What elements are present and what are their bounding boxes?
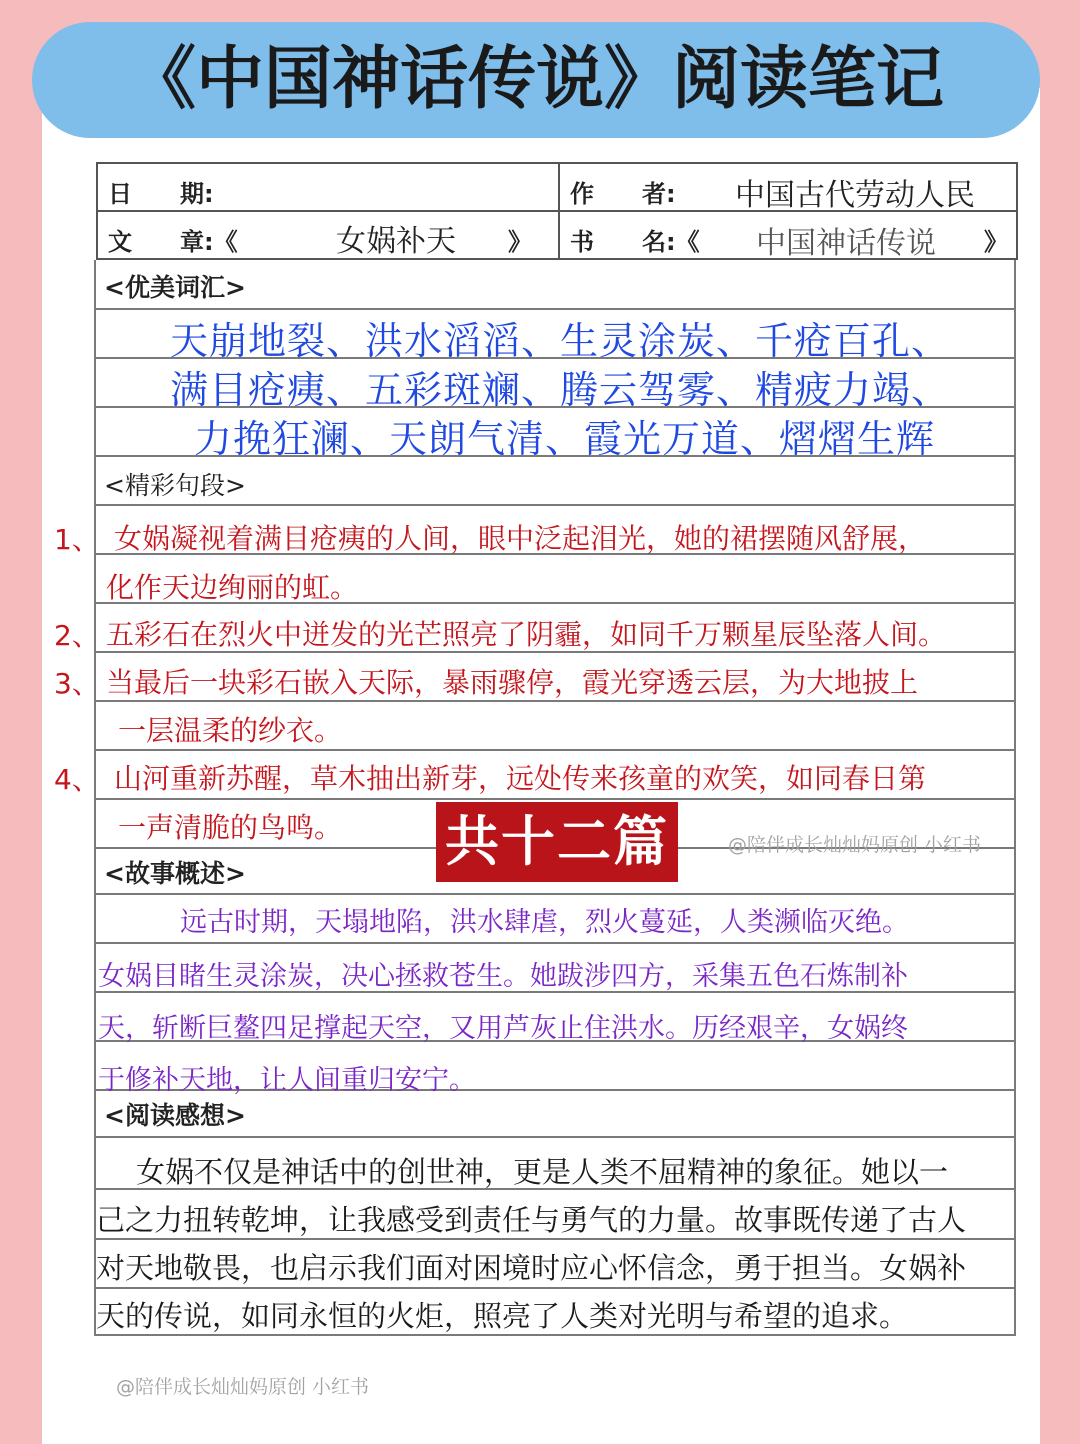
book-close: 》 — [984, 228, 1008, 256]
book-label: 书 名:《 — [570, 228, 700, 256]
article-label: 文 章:《 — [108, 228, 238, 256]
sentence-line: 一层温柔的纱衣。 — [118, 714, 343, 747]
date-label: 日 期: — [108, 180, 214, 208]
summary-line: 女娲目睹生灵涂炭，决心拯救苍生。她跋涉四方，采集五色石炼制补 — [98, 961, 908, 992]
rule-line — [94, 1287, 1016, 1289]
author-label: 作 者: — [570, 180, 676, 208]
reflection-line: 天的传说，如同永恒的火炬，照亮了人类对光明与希望的追求。 — [96, 1299, 909, 1333]
reflection-heading: <阅读感想> — [104, 1101, 246, 1130]
sentence-number: 3、 — [54, 667, 100, 700]
rule-line — [94, 1136, 1016, 1138]
sentence-line: 一声清脆的鸟鸣。 — [118, 811, 343, 844]
sentence-number: 1、 — [54, 523, 100, 556]
sentence-line: 山河重新苏醒，草木抽出新芽，远处传来孩童的欢笑，如同春日第 — [114, 762, 927, 795]
sentence-line: 五彩石在烈火中迸发的光芒照亮了阴霾，如同千万颗星辰坠落人间。 — [106, 618, 947, 651]
article-count-badge: 共十二篇 — [436, 802, 678, 882]
article-close: 》 — [508, 228, 532, 256]
vocab-heading: <优美词汇> — [104, 273, 246, 302]
summary-heading: <故事概述> — [104, 859, 246, 888]
sentence-number: 2、 — [54, 619, 100, 652]
rule-line — [94, 749, 1016, 751]
rule-line — [94, 893, 1016, 895]
rule-line — [94, 798, 1016, 800]
watermark: @陪伴成长灿灿妈原创 小红书 — [728, 834, 982, 856]
page-title: 《中国神话传说》阅读笔记 — [127, 40, 944, 119]
sentences-heading: <精彩句段> — [104, 471, 246, 500]
article-value: 女娲补天 — [336, 224, 456, 259]
reflection-line: 女娲不仅是神话中的创世神，更是人类不屈精神的象征。她以一 — [136, 1155, 949, 1189]
sentence-line: 女娲凝视着满目疮痍的人间，眼中泛起泪光，她的裙摆随风舒展， — [114, 522, 927, 555]
vocab-line: 力挽狂澜、天朗气清、霞光万道、熠熠生辉 — [194, 417, 936, 461]
sentence-number: 4、 — [54, 763, 100, 796]
summary-line: 远古时期，天塌地陷，洪水肆虐，烈火蔓延，人类濒临灭绝。 — [180, 907, 909, 938]
reflection-line: 对天地敬畏，也启示我们面对困境时应心怀信念，勇于担当。女娲补 — [96, 1251, 967, 1285]
summary-line: 天，斩断巨鳌四足撑起天空，又用芦灰止住洪水。历经艰辛，女娲终 — [98, 1013, 908, 1044]
vocab-line: 天崩地裂、洪水滔滔、生灵涂炭、千疮百孔、 — [170, 319, 951, 363]
vocab-line: 满目疮痍、五彩斑斓、腾云驾雾、精疲力竭、 — [170, 368, 951, 412]
info-table-divider-v — [558, 164, 560, 260]
book-value: 中国神话传说 — [756, 226, 936, 261]
reflection-line: 己之力扭转乾坤，让我感受到责任与勇气的力量。故事既传递了古人 — [96, 1203, 967, 1237]
sentence-line: 当最后一块彩石嵌入天际，暴雨骤停，霞光穿透云层，为大地披上 — [106, 666, 919, 699]
rule-line — [94, 504, 1016, 506]
author-value: 中国古代劳动人民 — [735, 178, 975, 213]
sentence-line: 化作天边绚丽的虹。 — [106, 571, 359, 604]
watermark-footer: @陪伴成长灿灿妈原创 小红书 — [116, 1376, 370, 1398]
summary-line: 于修补天地，让人间重归安宁。 — [98, 1065, 476, 1096]
rule-line — [94, 942, 1016, 944]
